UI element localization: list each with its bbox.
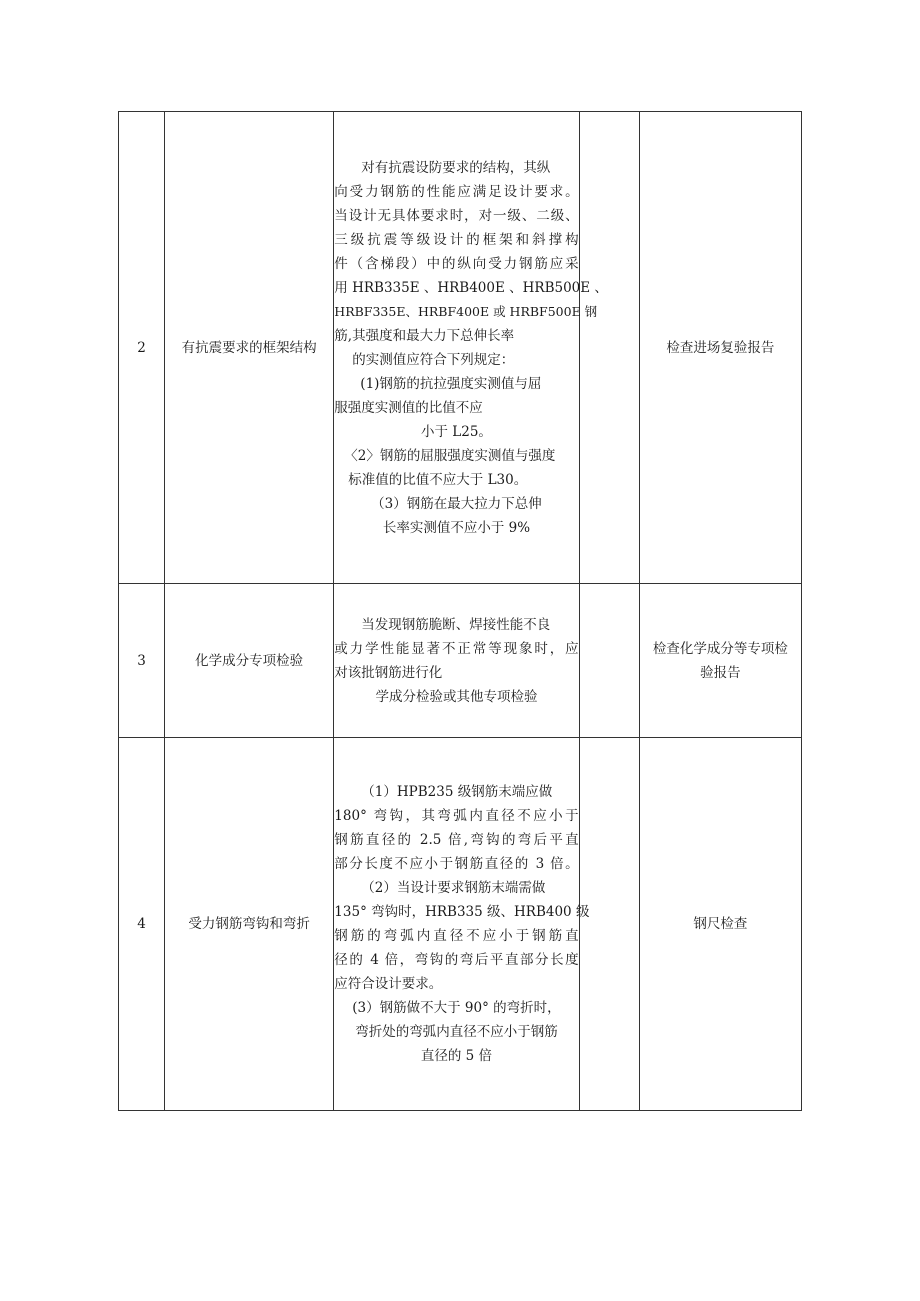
requirement-line: (3）钢筋做不大于 90° 的弯折时， (352, 1000, 561, 1016)
requirement-line: 对该批钢筋进行化 (334, 664, 443, 681)
requirement-line: 或力学性能显著不正常等现象时，应 (334, 640, 579, 657)
requirement-line: 用 HRB335E 、HRB400E 、HRB500E 、 (334, 279, 608, 296)
requirement-line: （3）钢筋在最大拉力下总伸 (371, 495, 542, 512)
requirement-line: 135° 弯钩时，HRB335 级、HRB400 级 (334, 904, 590, 920)
requirement-line: （2）当设计要求钢筋末端需做 (361, 880, 546, 896)
table-row (119, 112, 802, 584)
inspection-item: 有抗震要求的框架结构 (165, 112, 334, 584)
requirement-line: 部分长度不应小于钢筋直径的 3 倍。 (334, 856, 579, 872)
row-number: 3 (119, 584, 165, 738)
requirement-line: 学成分检验或其他专项检验 (375, 688, 538, 705)
requirement-line: 筋,其强度和最大力下总伸长率 (334, 327, 515, 344)
requirement-line: 弯折处的弯弧内直径不应小于钢筋 (355, 1024, 558, 1040)
requirement-line: 三级抗震等级设计的框架和斜撑构 (334, 231, 579, 248)
inspection-method: 钢尺检查 (639, 738, 801, 1111)
row-number: 4 (119, 738, 165, 1111)
requirement-line: 小于 L25。 (421, 423, 492, 440)
inspection-item: 化学成分专项检验 (165, 584, 334, 738)
empty-cell (579, 738, 639, 1111)
inspection-method (639, 584, 801, 738)
requirement-line: 钢筋的弯弧内直径不应小于钢筋直 (334, 928, 579, 944)
requirement-line: 件（含梯段）中的纵向受力钢筋应采 (334, 255, 579, 272)
requirement-line: 180° 弯钩，其弯弧内直径不应小于 (334, 808, 579, 824)
requirement-line: 长率实测值不应小于 9% (382, 519, 531, 536)
requirement-text (334, 738, 590, 1111)
requirement-text (334, 584, 579, 738)
row-number: 2 (119, 112, 165, 584)
requirement-line: 对有抗震设防要求的结构，其纵 (361, 159, 551, 176)
table-row (119, 584, 802, 738)
requirement-line: (1)钢筋的抗拉强度实测值与屈 (360, 375, 542, 392)
requirement-text (334, 112, 608, 584)
table-row (119, 738, 802, 1111)
method-line: 检查化学成分等专项检 (652, 640, 788, 657)
requirement-line: 的实测值应符合下列规定： (352, 351, 515, 368)
requirement-line: 当发现钢筋脆断、焊接性能不良 (361, 616, 551, 633)
empty-cell (579, 584, 639, 738)
requirement-line: 应符合设计要求。 (334, 976, 443, 992)
inspection-method: 检查进场复验报告 (639, 112, 801, 584)
requirement-line: 当设计无具体要求时，对一级、二级、 (334, 207, 579, 224)
requirement-line: 〈2〉钢筋的屈服强度实测值与强度 (344, 447, 556, 464)
requirement-line: HRBF335E、HRBF400E 或 HRBF500E 钢 (334, 303, 598, 319)
method-line: 验报告 (700, 664, 741, 681)
requirement-line: 直径的 5 倍 (420, 1048, 493, 1064)
requirement-line: 服强度实测值的比值不应 (334, 399, 483, 416)
requirement-line: 径的 4 倍，弯钩的弯后平直部分长度 (334, 952, 579, 968)
inspection-table (118, 111, 802, 1111)
empty-cell (579, 112, 639, 584)
requirement-line: （1）HPB235 级钢筋末端应做 (361, 784, 553, 800)
requirement-line: 标准值的比值不应大于 L30。 (348, 471, 528, 488)
inspection-item: 受力钢筋弯钩和弯折 (165, 738, 334, 1111)
requirement-line: 向受力钢筋的性能应满足设计要求。 (334, 183, 579, 200)
requirement-line: 钢筋直径的 2.5 倍,弯钩的弯后平直 (334, 832, 579, 848)
